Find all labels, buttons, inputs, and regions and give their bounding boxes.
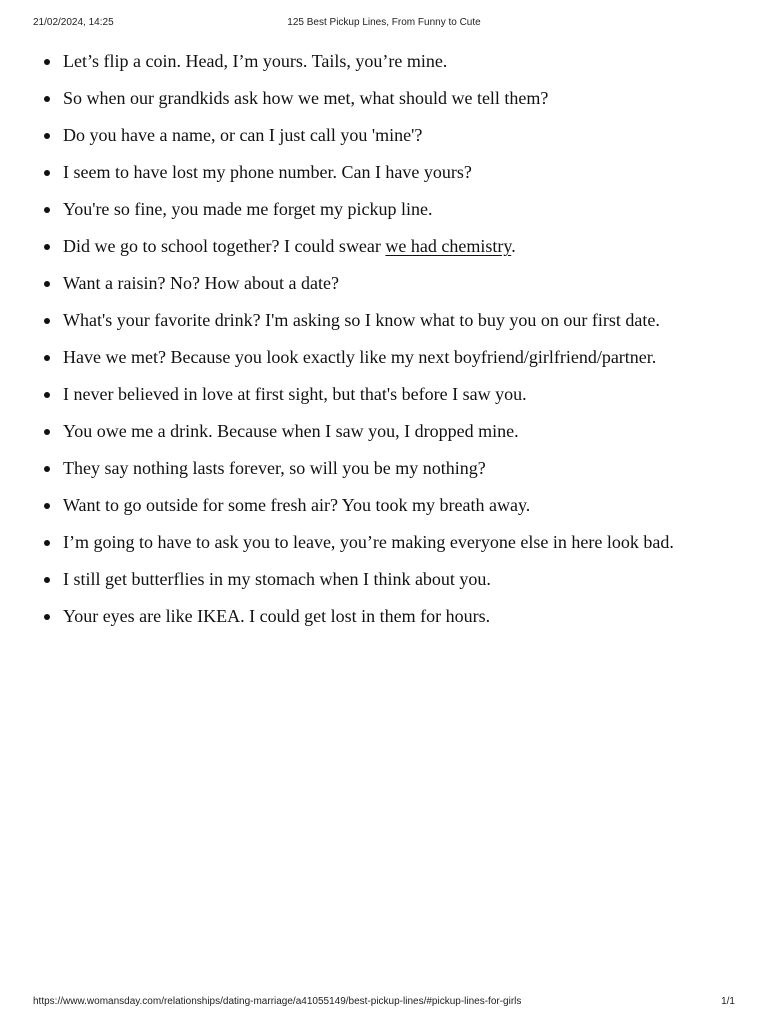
pickup-lines-list <box>43 48 703 640</box>
list-item <box>43 566 703 593</box>
list-item <box>43 492 703 519</box>
list-item-text: They say nothing lasts forever, so will you be my nothing? <box>63 458 486 478</box>
list-item-text: Your eyes are like IKEA. I could get lost in them for hours. <box>63 606 491 626</box>
list-item-text: I never believed in love at first sight, but that's before I saw you. <box>63 384 527 404</box>
print-datetime: 21/02/2024, 14:25 <box>33 17 114 28</box>
list-item <box>43 455 703 482</box>
chemistry-link[interactable]: we had chemistry <box>385 236 512 256</box>
list-item <box>43 196 703 223</box>
list-item-text: Want a raisin? No? How about a date? <box>63 273 339 293</box>
list-item-text: Let’s flip a coin. Head, I’m yours. Tails, you’re mine. <box>63 51 448 71</box>
list-item-text: I still get butterflies in my stomach when I think about you. <box>63 569 491 589</box>
list-item-text: You're so fine, you made me forget my pickup line. <box>63 199 433 219</box>
list-item <box>43 122 703 149</box>
list-item <box>43 344 703 371</box>
list-item-text: Have we met? Because you look exactly like my next boyfriend/girlfriend/partner. <box>63 347 657 367</box>
list-item <box>43 603 703 630</box>
page-url: https://www.womansday.com/relationships/dating-marriage/a41055149/best-pickup-lines/#pickup-lines-for-girls <box>33 996 522 1007</box>
list-item <box>43 381 703 408</box>
list-item-text: Want to go outside for some fresh air? You took my breath away. <box>63 495 531 515</box>
list-item <box>43 529 703 556</box>
list-item-text: You owe me a drink. Because when I saw you, I dropped mine. <box>63 421 519 441</box>
page-number: 1/1 <box>721 996 735 1007</box>
print-footer <box>33 996 735 1010</box>
page-title: 125 Best Pickup Lines, From Funny to Cute <box>287 17 481 28</box>
list-item <box>43 85 703 112</box>
list-item-text: So when our grandkids ask how we met, what should we tell them? <box>63 88 549 108</box>
list-item <box>43 270 703 297</box>
list-item <box>43 418 703 445</box>
list-item-text: Did we go to school together? I could swear <box>63 236 386 256</box>
list-item <box>43 48 703 75</box>
list-item <box>43 233 703 260</box>
list-item-text-end: . <box>511 236 516 256</box>
list-item-text: I’m going to have to ask you to leave, you’re making everyone else in here look bad. <box>63 532 674 552</box>
list-item-text: I seem to have lost my phone number. Can I have yours? <box>63 162 472 182</box>
list-item-text: What's your favorite drink? I'm asking so I know what to buy you on our first date. <box>63 310 660 330</box>
print-header <box>33 17 735 31</box>
list-item <box>43 307 703 334</box>
list-item-text: Do you have a name, or can I just call you 'mine'? <box>63 125 423 145</box>
list-item <box>43 159 703 186</box>
